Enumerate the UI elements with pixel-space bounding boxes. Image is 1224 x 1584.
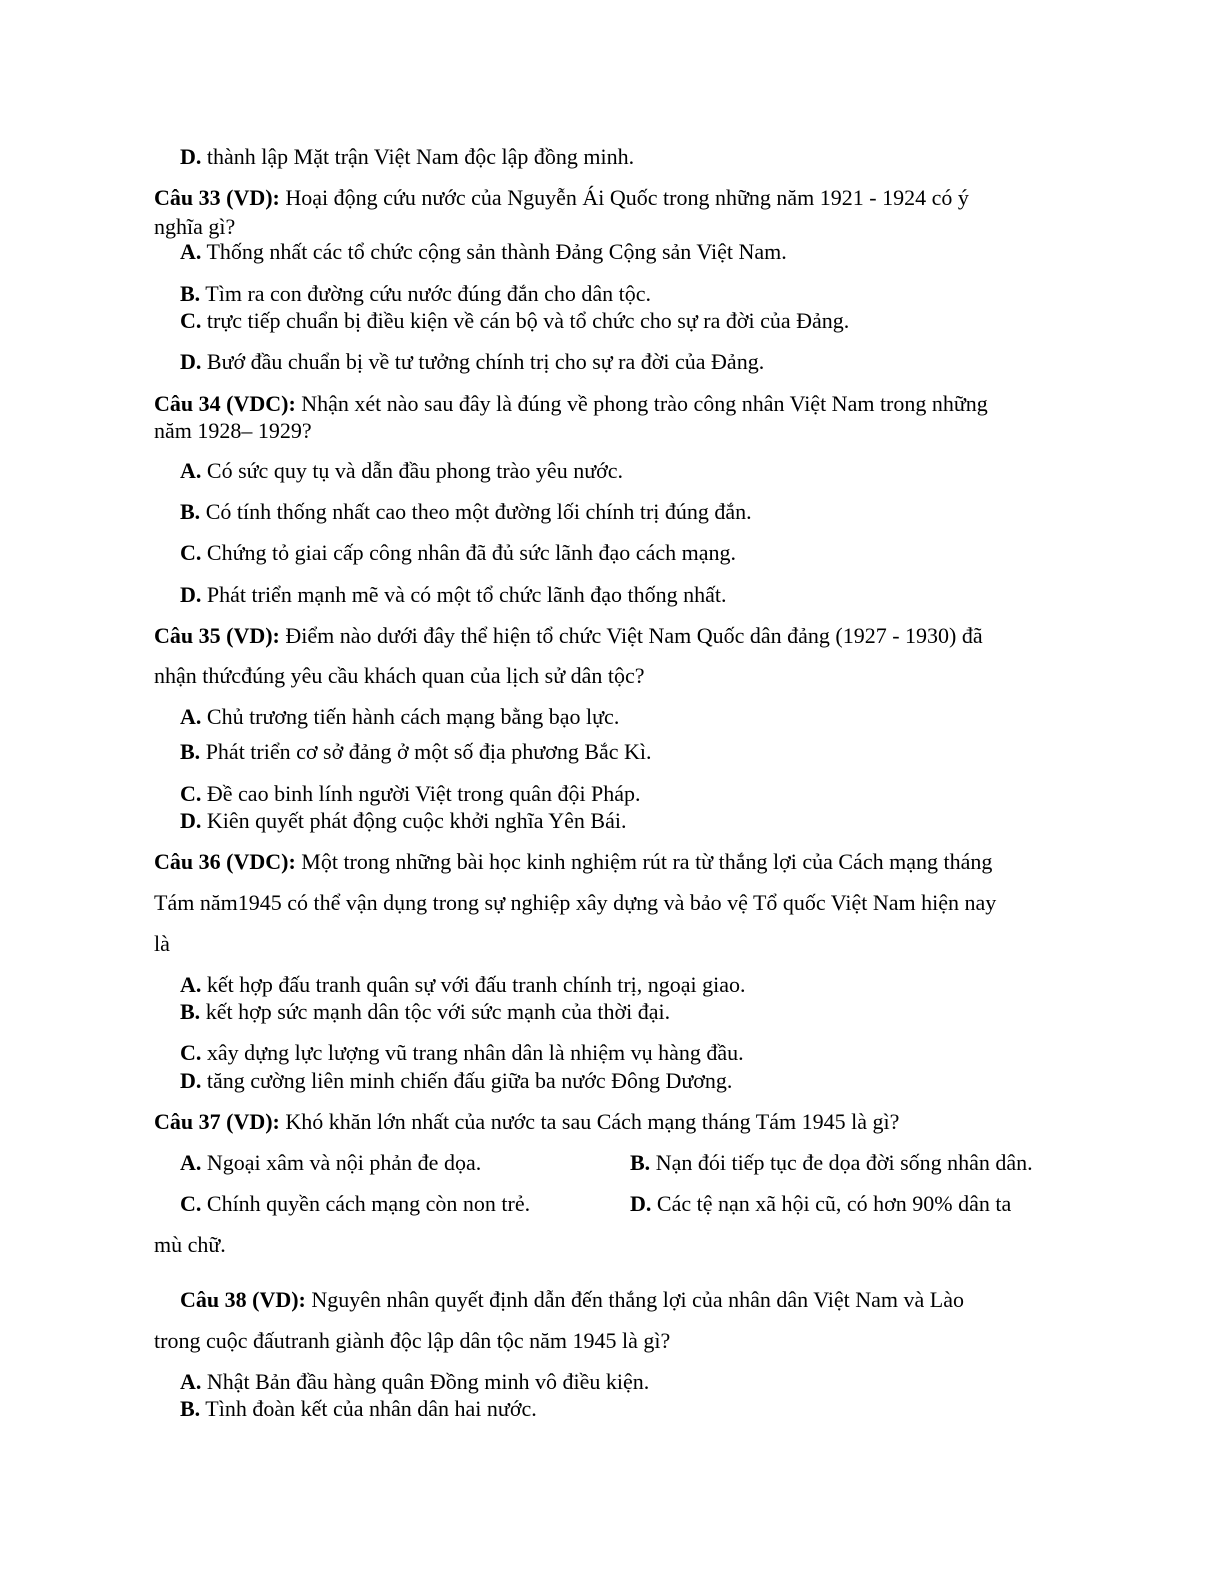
question-36-stem-end: là	[154, 931, 170, 956]
option-b-q33: B. Tìm ra con đường cứu nước đúng đắn cho dân tộc.	[180, 281, 652, 306]
question-35-stem-cont: nhận thứcđúng yêu cầu khách quan của lịch sử dân tộc?	[154, 663, 645, 688]
option-d-q34: D. Phát triển mạnh mẽ và có một tổ chức lãnh đạo thống nhất.	[180, 582, 727, 607]
option-c-q36: C. xây dựng lực lượng vũ trang nhân dân là nhiệm vụ hàng đầu.	[180, 1040, 744, 1065]
option-c-q33: C. trực tiếp chuẩn bị điều kiện về cán bộ và tổ chức cho sự ra đời của Đảng.	[180, 308, 850, 333]
option-b-q35: B. Phát triển cơ sở đảng ở một số địa phương Bắc Kì.	[180, 739, 652, 764]
option-b-q38: B. Tình đoàn kết của nhân dân hai nước.	[180, 1396, 537, 1421]
option-c-q37: C. Chính quyền cách mạng còn non trẻ.	[180, 1191, 531, 1216]
question-36-stem: Câu 36 (VDC): Một trong những bài học kinh nghiệm rút ra từ thắng lợi của Cách mạng tháng	[154, 849, 993, 874]
question-35-stem: Câu 35 (VD): Điểm nào dưới đây thể hiện tổ chức Việt Nam Quốc dân đảng (1927 - 1930) đã	[154, 623, 983, 648]
question-37-stem: Câu 37 (VD): Khó khăn lớn nhất của nước ta sau Cách mạng tháng Tám 1945 là gì?	[154, 1109, 900, 1134]
option-a-q33: A. Thống nhất các tổ chức cộng sản thành Đảng Cộng sản Việt Nam.	[180, 239, 787, 264]
option-c-q34: C. Chứng tỏ giai cấp công nhân đã đủ sức lãnh đạo cách mạng.	[180, 540, 736, 565]
question-34-stem-cont: năm 1928– 1929?	[154, 418, 312, 443]
question-33-stem: Câu 33 (VD): Hoại động cứu nước của Nguyễn Ái Quốc trong những năm 1921 - 1924 có ý	[154, 185, 969, 210]
question-34-stem: Câu 34 (VDC): Nhận xét nào sau đây là đúng về phong trào công nhân Việt Nam trong những	[154, 391, 988, 416]
question-33-stem-cont: nghĩa gì?	[154, 214, 236, 239]
option-a-q37: A. Ngoại xâm và nội phản đe dọa.	[180, 1150, 482, 1175]
option-b-q36: B. kết hợp sức mạnh dân tộc với sức mạnh của thời đại.	[180, 999, 671, 1024]
option-b-q34: B. Có tính thống nhất cao theo một đường lối chính trị đúng đắn.	[180, 499, 752, 524]
option-d-q32: D. thành lập Mặt trận Việt Nam độc lập đồng minh.	[180, 144, 635, 169]
option-d-q35: D. Kiên quyết phát động cuộc khởi nghĩa Yên Bái.	[180, 808, 627, 833]
option-a-q34: A. Có sức quy tụ và dẫn đầu phong trào yêu nước.	[180, 458, 624, 483]
option-b-q37: B. Nạn đói tiếp tục đe dọa đời sống nhân dân.	[630, 1150, 1033, 1175]
option-a-q36: A. kết hợp đấu tranh quân sự với đấu tranh chính trị, ngoại giao.	[180, 972, 746, 997]
option-d-q36: D. tăng cường liên minh chiến đấu giữa ba nước Đông Dương.	[180, 1068, 733, 1093]
option-d-q37: D. Các tệ nạn xã hội cũ, có hơn 90% dân ta	[630, 1191, 1012, 1216]
option-a-q38: A. Nhật Bản đầu hàng quân Đồng minh vô điều kiện.	[180, 1369, 650, 1394]
question-38-stem-cont: trong cuộc đấutranh giành độc lập dân tộc năm 1945 là gì?	[154, 1328, 671, 1353]
option-a-q35: A. Chủ trương tiến hành cách mạng bằng bạo lực.	[180, 704, 620, 729]
option-d-q37-cont: mù chữ.	[154, 1232, 226, 1257]
option-c-q35: C. Đề cao binh lính người Việt trong quân đội Pháp.	[180, 781, 641, 806]
question-38-stem: Câu 38 (VD): Nguyên nhân quyết định dẫn đến thắng lợi của nhân dân Việt Nam và Lào	[180, 1287, 965, 1312]
option-d-q33: D. Bướ đầu chuẩn bị về tư tưởng chính trị cho sự ra đời của Đảng.	[180, 349, 765, 374]
question-36-stem-cont: Tám năm1945 có thể vận dụng trong sự nghiệp xây dựng và bảo vệ Tổ quốc Việt Nam hiện nay	[154, 890, 997, 915]
